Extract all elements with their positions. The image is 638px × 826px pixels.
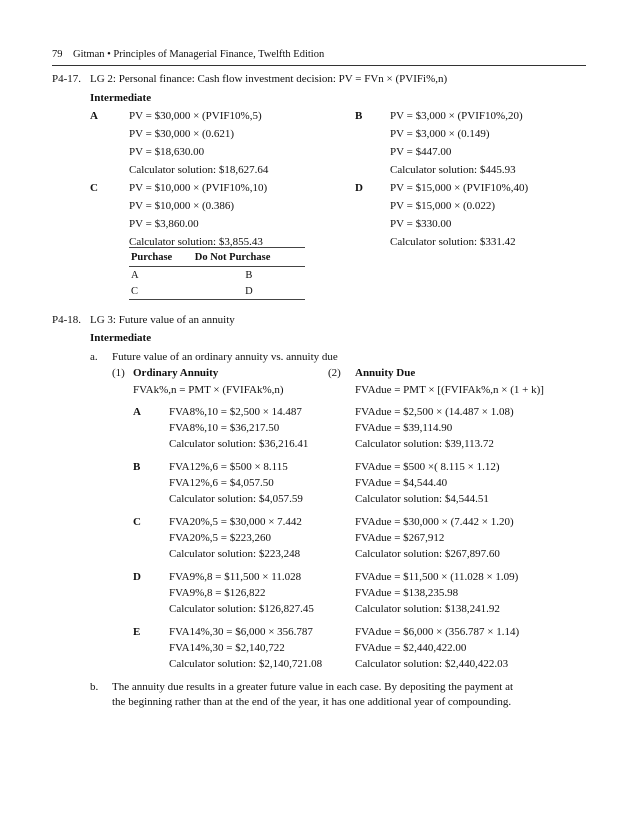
running-header: Gitman • Principles of Managerial Finance, Twelfth Edition [73, 49, 325, 60]
solution-line: PV = $18,630.00 [129, 146, 205, 158]
part-b-text-line: The annuity due results in a greater future value in each case. By depositing the payment at [112, 681, 514, 693]
calculator-solution: Calculator solution: $223,248 [169, 548, 301, 560]
solution-line: PV = $30,000 × (PVIF10%,5) [129, 110, 262, 122]
page-number: 79 [52, 49, 63, 60]
calculator-solution: Calculator solution: $2,140,721.08 [169, 658, 323, 670]
part-label-d: D [355, 182, 363, 194]
row-label-a: A [133, 406, 141, 418]
row-label-c: C [133, 516, 141, 528]
due-line: FVAdue = $11,500 × (11.028 × 1.09) [355, 571, 519, 583]
table-header-row [129, 248, 305, 267]
problem-title-p4-17: LG 2: Personal finance: Cash flow investment decision: PV = FVn × (PVIFi%,n) [90, 73, 448, 85]
calculator-solution: Calculator solution: $267,897.60 [355, 548, 500, 560]
calculator-solution: Calculator solution: $126,827.45 [169, 603, 314, 615]
solution-line: PV = $3,000 × (PVIF10%,20) [390, 110, 523, 122]
due-line: FVAdue = $500 ×( 8.115 × 1.12) [355, 461, 500, 473]
table-row [129, 267, 305, 284]
problem-number-p4-17: P4-17. [52, 73, 82, 85]
solution-line: PV = $15,000 × (PVIF10%,40) [390, 182, 529, 194]
row-label-e: E [133, 626, 141, 638]
ordinary-line: FVA14%,30 = $6,000 × 356.787 [169, 626, 313, 638]
part-label-a: a. [90, 351, 98, 363]
ordinary-line: FVA12%,6 = $500 × 8.115 [169, 461, 288, 473]
column-header-do-not-purchase: Do Not Purchase [193, 248, 305, 267]
column-header-purchase: Purchase [129, 248, 193, 267]
table-cell: A [131, 270, 139, 281]
solution-line: PV = $330.00 [390, 218, 452, 230]
table-cell: D [245, 286, 253, 297]
solution-line: PV = $15,000 × (0.022) [390, 200, 496, 212]
due-line: FVAdue = $6,000 × (356.787 × 1.14) [355, 626, 520, 638]
difficulty-level: Intermediate [90, 92, 152, 104]
ordinary-line: FVA14%,30 = $2,140,722 [169, 642, 285, 654]
calculator-solution: Calculator solution: $39,113.72 [355, 438, 494, 450]
table-row [129, 283, 305, 300]
ordinary-line: FVA8%,10 = $36,217.50 [169, 422, 280, 434]
calculator-solution: Calculator solution: $2,440,422.03 [355, 658, 509, 670]
problem-title-p4-18: LG 3: Future value of an annuity [90, 314, 235, 326]
calculator-solution: Calculator solution: $36,216.41 [169, 438, 309, 450]
solution-line: PV = $3,860.00 [129, 218, 199, 230]
column-number-2: (2) [328, 367, 341, 379]
problem-number-p4-18: P4-18. [52, 314, 82, 326]
due-line: FVAdue = $4,544.40 [355, 477, 448, 489]
purchase-decision-table [129, 247, 305, 300]
calculator-solution: Calculator solution: $4,057.59 [169, 493, 303, 505]
part-label-a: A [90, 110, 98, 122]
header-rule [52, 65, 586, 66]
difficulty-level: Intermediate [90, 332, 152, 344]
row-label-d: D [133, 571, 141, 583]
column-number-1: (1) [112, 367, 125, 379]
column-title-annuity-due: Annuity Due [355, 367, 416, 379]
due-line: FVAdue = $2,440,422.00 [355, 642, 467, 654]
ordinary-line: FVA20%,5 = $30,000 × 7.442 [169, 516, 302, 528]
part-a-text: Future value of an ordinary annuity vs. annuity due [112, 351, 338, 363]
due-line: FVAdue = $267,912 [355, 532, 445, 544]
due-line: FVAdue = $2,500 × (14.487 × 1.08) [355, 406, 514, 418]
due-line: FVAdue = $30,000 × (7.442 × 1.20) [355, 516, 514, 528]
part-label-b: B [355, 110, 363, 122]
calculator-solution: Calculator solution: $3,855.43 [129, 236, 263, 248]
calculator-solution: Calculator solution: $4,544.51 [355, 493, 489, 505]
part-label-c: C [90, 182, 98, 194]
calculator-solution: Calculator solution: $331.42 [390, 236, 516, 248]
calculator-solution: Calculator solution: $18,627.64 [129, 164, 269, 176]
annuity-due-formula: FVAdue = PMT × [(FVIFAk%,n × (1 + k)] [355, 384, 544, 396]
ordinary-line: FVA9%,8 = $126,822 [169, 587, 266, 599]
ordinary-line: FVA20%,5 = $223,260 [169, 532, 271, 544]
part-label-b: b. [90, 681, 99, 693]
ordinary-line: FVA12%,6 = $4,057.50 [169, 477, 274, 489]
ordinary-line: FVA8%,10 = $2,500 × 14.487 [169, 406, 302, 418]
calculator-solution: Calculator solution: $445.93 [390, 164, 516, 176]
due-line: FVAdue = $138,235.98 [355, 587, 459, 599]
column-title-ordinary-annuity: Ordinary Annuity [133, 367, 219, 379]
ordinary-line: FVA9%,8 = $11,500 × 11.028 [169, 571, 302, 583]
solution-line: PV = $3,000 × (0.149) [390, 128, 490, 140]
solution-line: PV = $447.00 [390, 146, 452, 158]
part-b-text-line: the beginning rather than at the end of the year, it has one additional year of compounding. [112, 696, 512, 708]
table-cell: C [131, 286, 139, 297]
row-label-b: B [133, 461, 141, 473]
due-line: FVAdue = $39,114.90 [355, 422, 453, 434]
solution-line: PV = $10,000 × (0.386) [129, 200, 235, 212]
calculator-solution: Calculator solution: $138,241.92 [355, 603, 500, 615]
ordinary-annuity-formula: FVAk%,n = PMT × (FVIFAk%,n) [133, 384, 284, 396]
solution-line: PV = $10,000 × (PVIF10%,10) [129, 182, 268, 194]
table-cell: B [245, 270, 253, 281]
solution-line: PV = $30,000 × (0.621) [129, 128, 235, 140]
